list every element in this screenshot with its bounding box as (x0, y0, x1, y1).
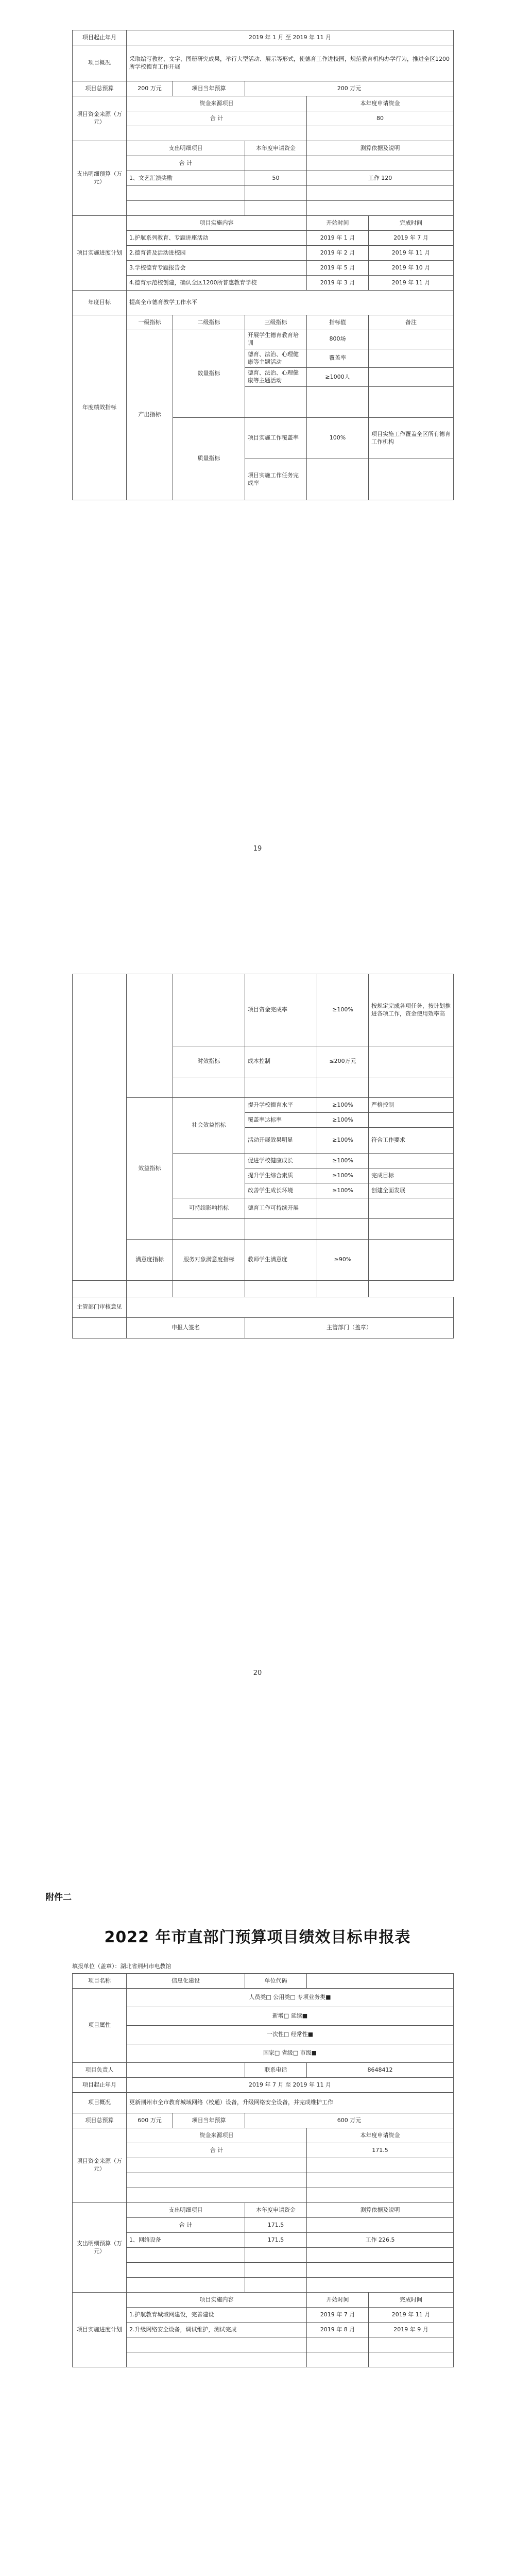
overview-label: 项目概况 (73, 2093, 127, 2113)
plan-header-content: 项目实施内容 (127, 216, 307, 231)
indicator-value (317, 1198, 369, 1219)
plan-row-end: 2019 年 11 月 (369, 276, 454, 291)
document-title: 2022 年市直部门预算项目绩效目标申报表 (104, 1928, 411, 1946)
indicator-third: 提升学生综合素质 (245, 1168, 317, 1183)
plan-row: 1.护航系列教育、专题讲座活动 (127, 231, 307, 246)
funds-total-value: 171.5 (307, 2143, 454, 2158)
project-attr-label: 项目属性 (73, 1989, 127, 2063)
phone-label: 联系电话 (245, 2063, 307, 2078)
quality-indicator: 质量指标 (173, 418, 245, 500)
indicator-note: 完成目标 (369, 1168, 454, 1183)
plan-row-start: 2019 年 8 月 (307, 2323, 369, 2337)
funds-total-label: 合 计 (127, 111, 307, 126)
indicator-value: ≥100% (317, 1098, 369, 1113)
indicator-header-third: 三级指标 (245, 315, 307, 330)
effect-indicator: 效益指标 (127, 1098, 173, 1240)
page-1 (0, 0, 515, 896)
annual-goal-label: 年度目标 (73, 291, 127, 315)
budget-total: 600 万元 (127, 2113, 173, 2128)
expense-item-basis: 工作 226.5 (307, 2233, 454, 2248)
attr-row-new: 新增□ 延续■ (127, 2007, 454, 2026)
expense-total-value (245, 156, 307, 171)
expense-header-basis: 测算依据及说明 (307, 2203, 454, 2218)
budget-total: 200 万元 (127, 81, 173, 96)
indicator-header-value: 指标值 (307, 315, 369, 330)
funds-total-label: 合 计 (127, 2143, 307, 2158)
expense-total-label: 合 计 (127, 2218, 245, 2233)
indicator-note (369, 459, 454, 500)
manager-value (127, 2063, 245, 2078)
review-label: 主管部门审核意见 (73, 1297, 127, 1318)
plan-row-start: 2019 年 3 月 (307, 276, 369, 291)
indicator-third: 项目实施工作任务完成率 (245, 459, 307, 500)
expense-total-basis (307, 2218, 454, 2233)
satisfaction-value: ≥90% (317, 1240, 369, 1281)
plan-row: 3.学校德育专题报告会 (127, 261, 307, 276)
indicator-note: 严格控制 (369, 1098, 454, 1113)
plan-row-end: 2019 年 11 月 (369, 246, 454, 261)
form-table-3 (72, 1973, 453, 2367)
funds-header-source: 资金来源项目 (127, 96, 307, 111)
expense-header-amount: 本年度申请资金 (245, 2203, 307, 2218)
indicator-third: 覆盖率达标率 (245, 1113, 317, 1128)
sustainable-indicator: 可持续影响指标 (173, 1198, 245, 1219)
project-name-label: 项目名称 (73, 1974, 127, 1989)
applicant-signature: 申报人签名 (127, 1318, 245, 1338)
expense-header-amount: 本年度申请资金 (245, 141, 307, 156)
indicator-note (369, 1113, 454, 1128)
phone-value: 8648412 (307, 2063, 454, 2078)
attr-row-frequency: 一次性□ 经常性■ (127, 2026, 454, 2044)
quantity-indicator: 数量指标 (173, 330, 245, 418)
expense-header-item: 支出明细项目 (127, 2203, 245, 2218)
indicator-value: ≥100% (317, 1168, 369, 1183)
indicator-note (369, 330, 454, 349)
indicator-third: 德育、法治、心理健康等主题活动 (245, 368, 307, 387)
annual-goal-value: 提高全市德育教学工作水平 (127, 291, 454, 315)
plan-row-end: 2019 年 9 月 (369, 2323, 454, 2337)
annual-budget-label: 项目当年预算 (173, 81, 245, 96)
overview-value: 更新荆州市全市教育城域网络（校通）设备，升级网络安全设备，并完成维护工作 (127, 2093, 454, 2113)
page-number: 20 (253, 1669, 262, 1677)
plan-row-start: 2019 年 1 月 (307, 231, 369, 246)
satisfaction-indicator: 满意度指标 (127, 1240, 173, 1281)
timeliness-indicator: 时效指标 (173, 1046, 245, 1077)
indicator-header-second: 二级指标 (173, 315, 245, 330)
plan-header-content: 项目实施内容 (127, 2293, 307, 2308)
unit-code-value (307, 1974, 454, 1989)
plan-header-end: 完成时间 (369, 216, 454, 231)
indicator-value: ≥100% (317, 1183, 369, 1198)
dept-stamp: 主管部门（盖章） (245, 1318, 454, 1338)
indicator-note (369, 1046, 454, 1077)
funds-total-value: 80 (307, 111, 454, 126)
expense-total-label: 合 计 (127, 156, 245, 171)
annual-budget-label: 项目当年预算 (173, 2113, 245, 2128)
satisfaction-second: 服务对象满意度指标 (173, 1240, 245, 1281)
plan-header-start: 开始时间 (307, 2293, 369, 2308)
manager-label: 项目负责人 (73, 2063, 127, 2078)
indicator-header-first: 一级指标 (127, 315, 173, 330)
expense-label: 支出明细预算（万元） (73, 2203, 127, 2293)
plan-row-start: 2019 年 5 月 (307, 261, 369, 276)
indicator-third: 促进学校健康成长 (245, 1154, 317, 1168)
plan-row: 4.德育示范校创建，确认全区1200所普惠教育学校 (127, 276, 307, 291)
form-table-2 (72, 974, 453, 1338)
indicator-value: 覆盖率 (307, 349, 369, 368)
funds-header-source: 资金来源项目 (127, 2128, 307, 2143)
period-value: 2019 年 7 月 至 2019 年 11 月 (127, 2078, 454, 2093)
indicator-third: 德育、法治、心理健康等主题活动 (245, 349, 307, 368)
plan-row: 2.德育普及活动进校园 (127, 246, 307, 261)
indicator-value: ≥100% (317, 1154, 369, 1168)
period-label: 项目起止年月 (73, 30, 127, 45)
attr-row-level: 国家□ 省级□ 市级■ (127, 2044, 454, 2063)
indicator-third: 项目资金完成率 (245, 974, 317, 1046)
indicator-value: ≥100% (317, 1128, 369, 1154)
indicator-third: 提升学校德育水平 (245, 1098, 317, 1113)
social-effect-indicator: 社会效益指标 (173, 1098, 245, 1154)
output-indicator: 产出指标 (127, 330, 173, 500)
plan-label: 项目实施进度计划 (73, 2293, 127, 2367)
plan-row-end: 2019 年 11 月 (369, 2308, 454, 2323)
indicator-note (369, 368, 454, 387)
expense-header-basis: 测算依据及说明 (307, 141, 454, 156)
funds-label: 项目资金来源（万元） (73, 96, 127, 141)
expense-total-basis (307, 156, 454, 171)
indicator-value: ≥1000人 (307, 368, 369, 387)
indicator-third: 项目实施工作覆盖率 (245, 418, 307, 459)
indicator-note (369, 1154, 454, 1168)
filling-unit: 填报单位（盖章）：湖北省荆州市电教馆 (72, 1963, 171, 1970)
indicator-note: 项目实施工作覆盖全区所有德育工作机构 (369, 418, 454, 459)
annual-budget-value: 200 万元 (245, 81, 454, 96)
expense-item-value: 171.5 (245, 2233, 307, 2248)
indicator-note (369, 349, 454, 368)
indicator-value: ≥100% (317, 974, 369, 1046)
page-3 (0, 1808, 515, 2576)
page-2 (0, 896, 515, 1808)
indicator-value (307, 459, 369, 500)
attr-row-category: 人员类□ 公用类□ 专项业务类■ (127, 1989, 454, 2007)
expense-label: 支出明细预算（万元） (73, 141, 127, 216)
indicator-third: 活动开展效果明显 (245, 1128, 317, 1154)
plan-row: 1.护航教育城域网建设，完善建设 (127, 2308, 307, 2323)
plan-row-start: 2019 年 2 月 (307, 246, 369, 261)
plan-row-end: 2019 年 7 月 (369, 231, 454, 246)
funds-header-amount: 本年度申请资金 (307, 96, 454, 111)
indicator-note: 符合工作要求 (369, 1128, 454, 1154)
funds-header-amount: 本年度申请资金 (307, 2128, 454, 2143)
plan-header-start: 开始时间 (307, 216, 369, 231)
indicator-third: 开展学生德育教育培训 (245, 330, 307, 349)
expense-item-value: 50 (245, 171, 307, 186)
period-value: 2019 年 1 月 至 2019 年 11 月 (127, 30, 454, 45)
indicator-second (173, 974, 245, 1046)
funds-label: 项目资金来源（万元） (73, 2128, 127, 2203)
satisfaction-third: 教师学生满意度 (245, 1240, 317, 1281)
indicator-value: 800场 (307, 330, 369, 349)
period-label: 项目起止年月 (73, 2078, 127, 2093)
budget-label: 项目总预算 (73, 2113, 127, 2128)
expense-item: 1、网络设备 (127, 2233, 245, 2248)
annual-budget-value: 600 万元 (245, 2113, 454, 2128)
indicator-header-note: 备注 (369, 315, 454, 330)
form-table-1 (72, 30, 453, 500)
indicator-value: ≤200万元 (317, 1046, 369, 1077)
expense-item-basis: 工作 120 (307, 171, 454, 186)
indicator-note: 按规定完成各项任务，按计划推进各项工作，资金使用效率高 (369, 974, 454, 1046)
plan-label: 项目实施进度计划 (73, 216, 127, 291)
plan-row-end: 2019 年 10 月 (369, 261, 454, 276)
unit-code-label: 单位代码 (245, 1974, 307, 1989)
expense-item: 1、文艺汇演奖励 (127, 171, 245, 186)
plan-row: 2.升级网络安全设备，调试维护，测试完成 (127, 2323, 307, 2337)
indicator-third: 成本控制 (245, 1046, 317, 1077)
overview-value: 采取编写教材、文字、图册研究成果，举行大型活动、展示等形式，使德育工作进校园，规范教育机构办学行为，推进全区1200所学校德育工作开展 (127, 45, 454, 81)
indicator-value: 100% (307, 418, 369, 459)
project-name-value: 信息化建设 (127, 1974, 245, 1989)
indicator-note (369, 1198, 454, 1219)
indicator-value: ≥100% (317, 1113, 369, 1128)
perf-indicator-label: 年度绩效指标 (73, 315, 127, 500)
page-number: 19 (253, 845, 262, 853)
expense-header-item: 支出明细项目 (127, 141, 245, 156)
indicator-third: 德育工作可持续开展 (245, 1198, 317, 1219)
expense-total-value: 171.5 (245, 2218, 307, 2233)
annex-label: 附件二 (45, 1892, 72, 1903)
overview-label: 项目概况 (73, 45, 127, 81)
indicator-note: 创建全面发展 (369, 1183, 454, 1198)
budget-label: 项目总预算 (73, 81, 127, 96)
plan-row-start: 2019 年 7 月 (307, 2308, 369, 2323)
indicator-third: 改善学生成长环境 (245, 1183, 317, 1198)
plan-header-end: 完成时间 (369, 2293, 454, 2308)
